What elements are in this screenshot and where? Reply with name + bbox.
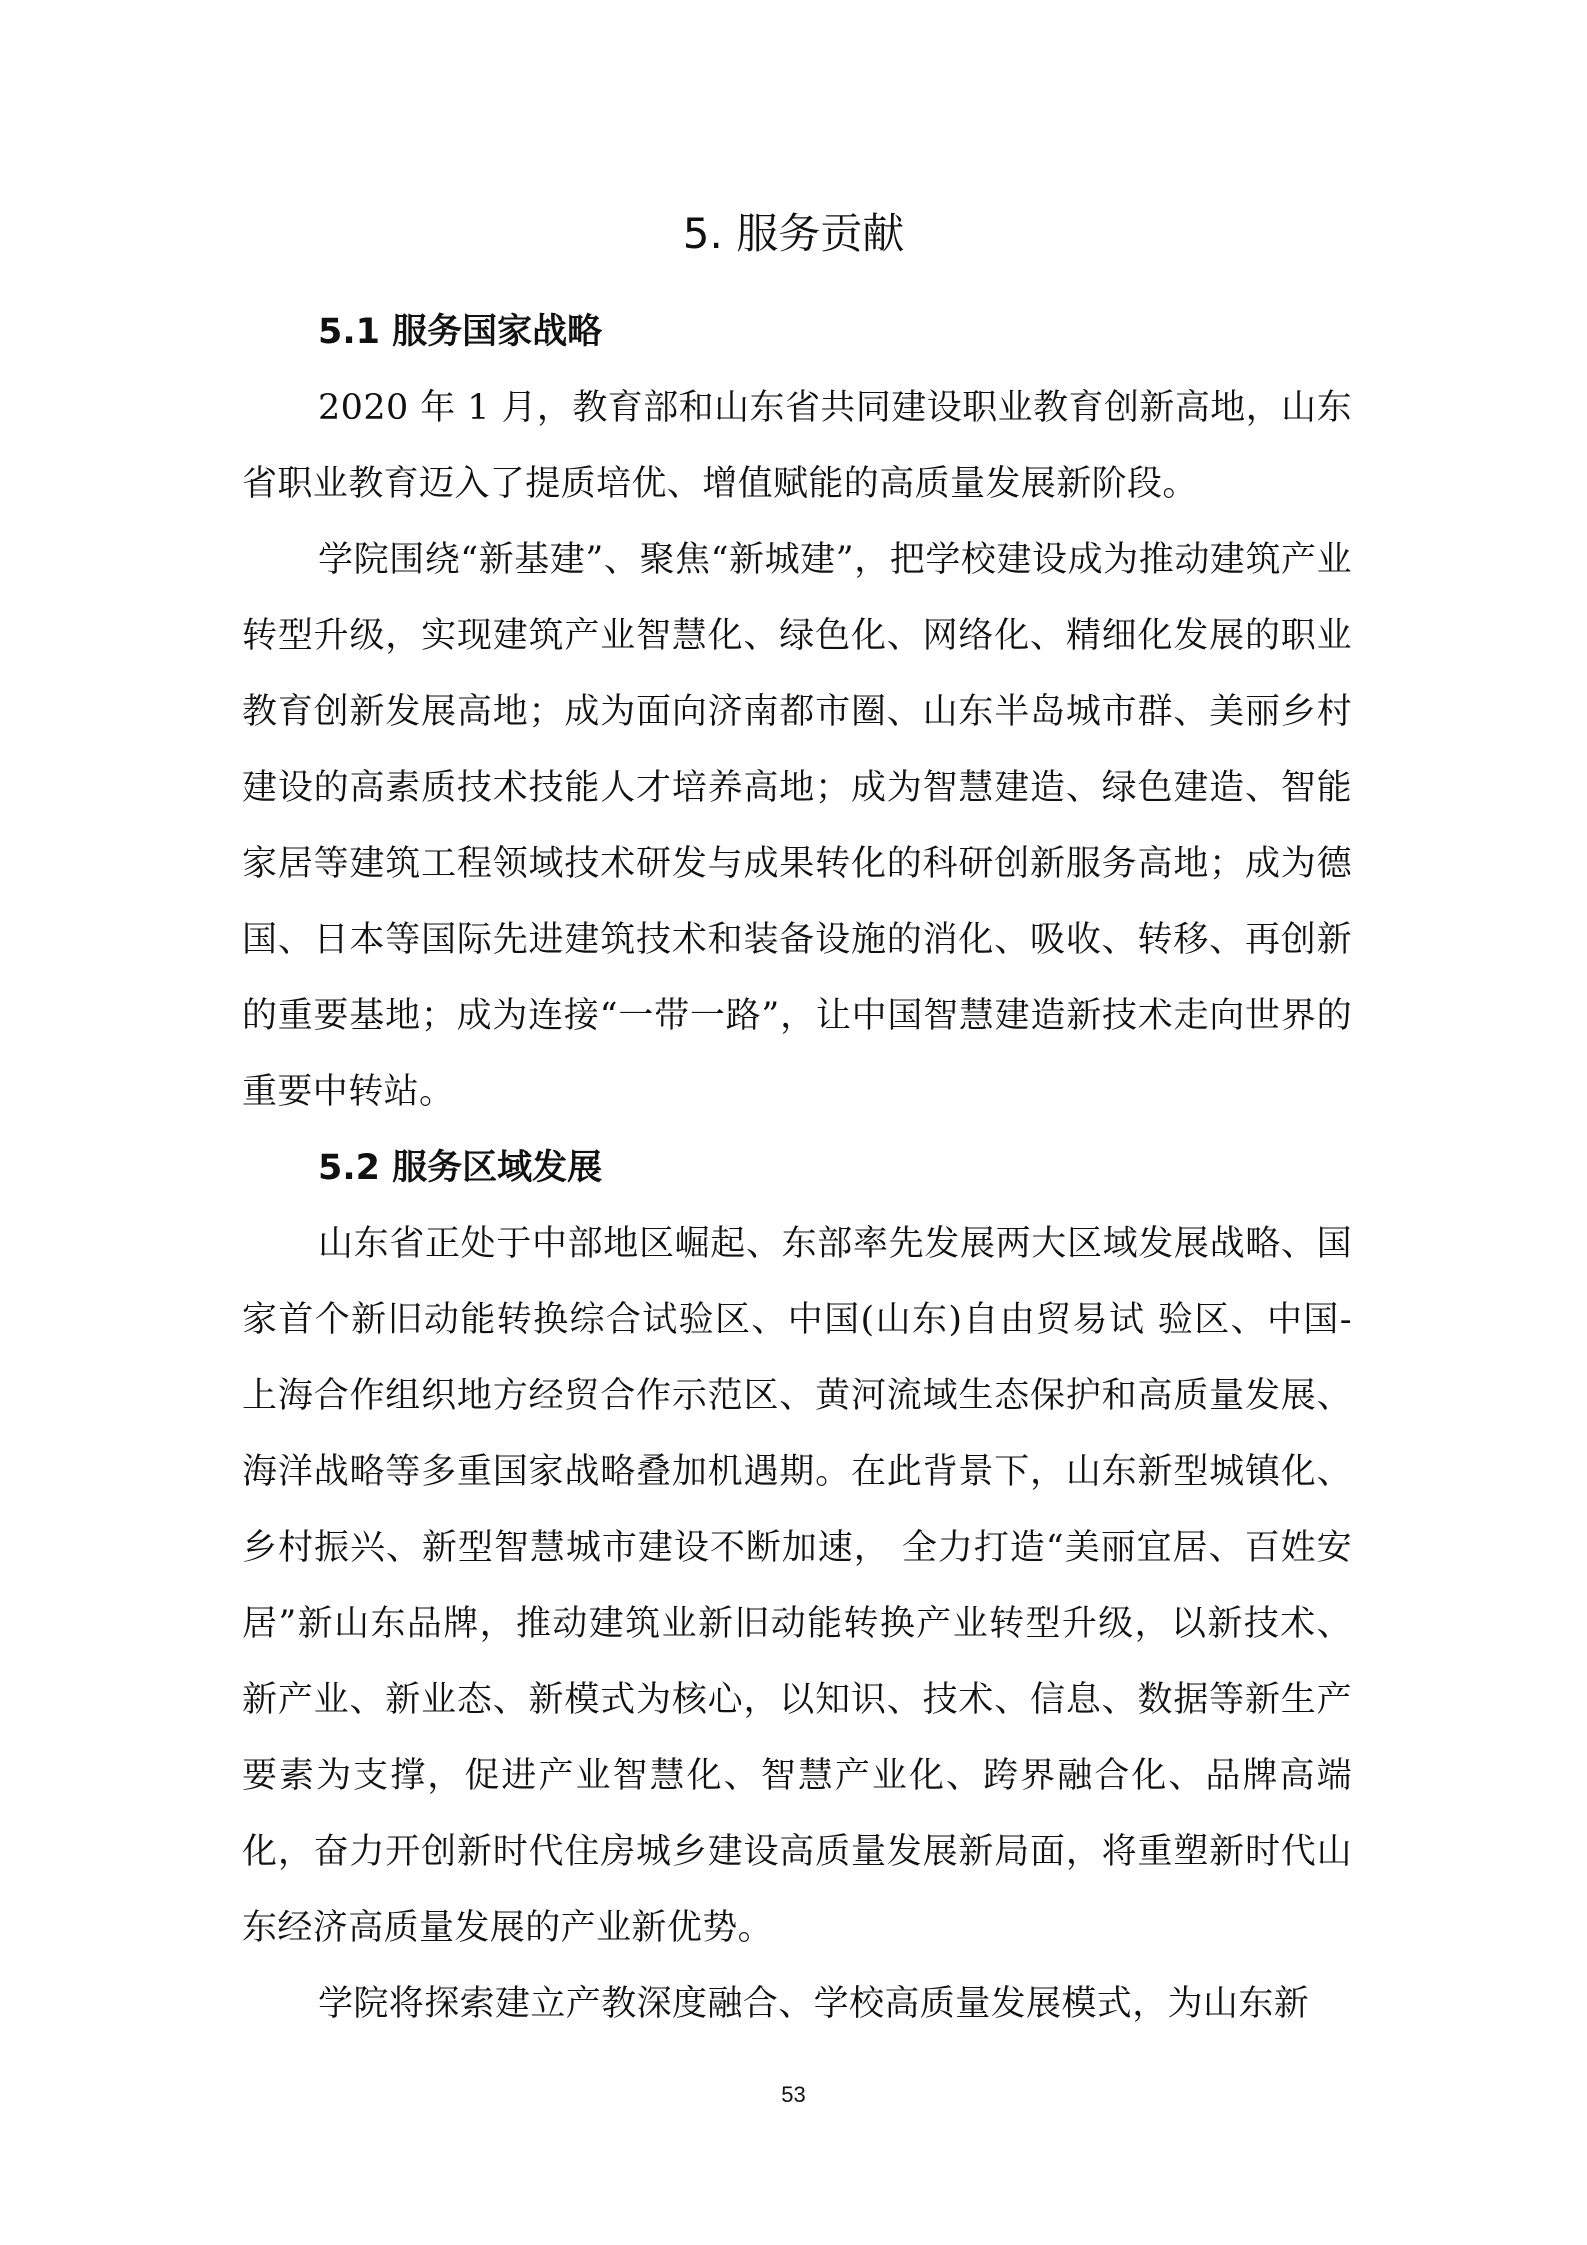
paragraph: 学院围绕“新基建”、聚焦“新城建”，把学校建设成为推动建筑产业转型升级，实现建筑产业智慧化、绿色化、网络化、精细化发展的职业教育创新发展高地；成为面向济南都市圈、山东半岛城市群、美丽乡村建设的高素质技术技能人才培养高地；成为智慧建造、绿色建造、智能家居等建筑工程领域技术研发与成果转化的科研创新服务高地；成为德国、日本等国际先进建筑技术和装备设施的消化、吸收、转移、再创新的重要基地；成为连接“一带一路”，让中国智慧建造新技术走向世界的重要中转站。 [242, 540, 1352, 1112]
paragraph: 2020 年 1 月，教育部和山东省共同建设职业教育创新高地，山东省职业教育迈入了提质培优、增值赋能的高质量发展新阶段。 [242, 388, 1352, 504]
section-heading-5-2: 5.2 服务区域发展 [318, 1148, 603, 1188]
section-heading-5-1: 5.1 服务国家战略 [318, 312, 603, 352]
paragraph: 学院将探索建立产教深度融合、学校高质量发展模式，为山东新 [318, 1984, 1310, 2024]
page-number: 53 [781, 2082, 806, 2107]
page-content [242, 294, 1352, 2042]
chapter-title: 5. 服务贡献 [682, 209, 905, 258]
paragraph: 山东省正处于中部地区崛起、东部率先发展两大区域发展战略、国家首个新旧动能转换综合试验区、中国(山东)自由贸易试 验区、中国-上海合作组织地方经贸合作示范区、黄河流域生态保护和高质量发展、海洋战略等多重国家战略叠加机遇期。在此背景下，山东新型城镇化、乡村振兴、新型智慧城市建设不断加速， 全力打造“美丽宜居、百姓安居”新山东品牌，推动建筑业新旧动能转换产业转型升级，以新技术、新产业、新业态、新模式为核心，以知识、技术、信息、数据等新生产要素为支撑，促进产业智慧化、智慧产业化、跨界融合化、品牌高端化，奋力开创新时代住房城乡建设高质量发展新局面，将重塑新时代山东经济高质量发展的产业新优势。 [242, 1224, 1352, 1948]
